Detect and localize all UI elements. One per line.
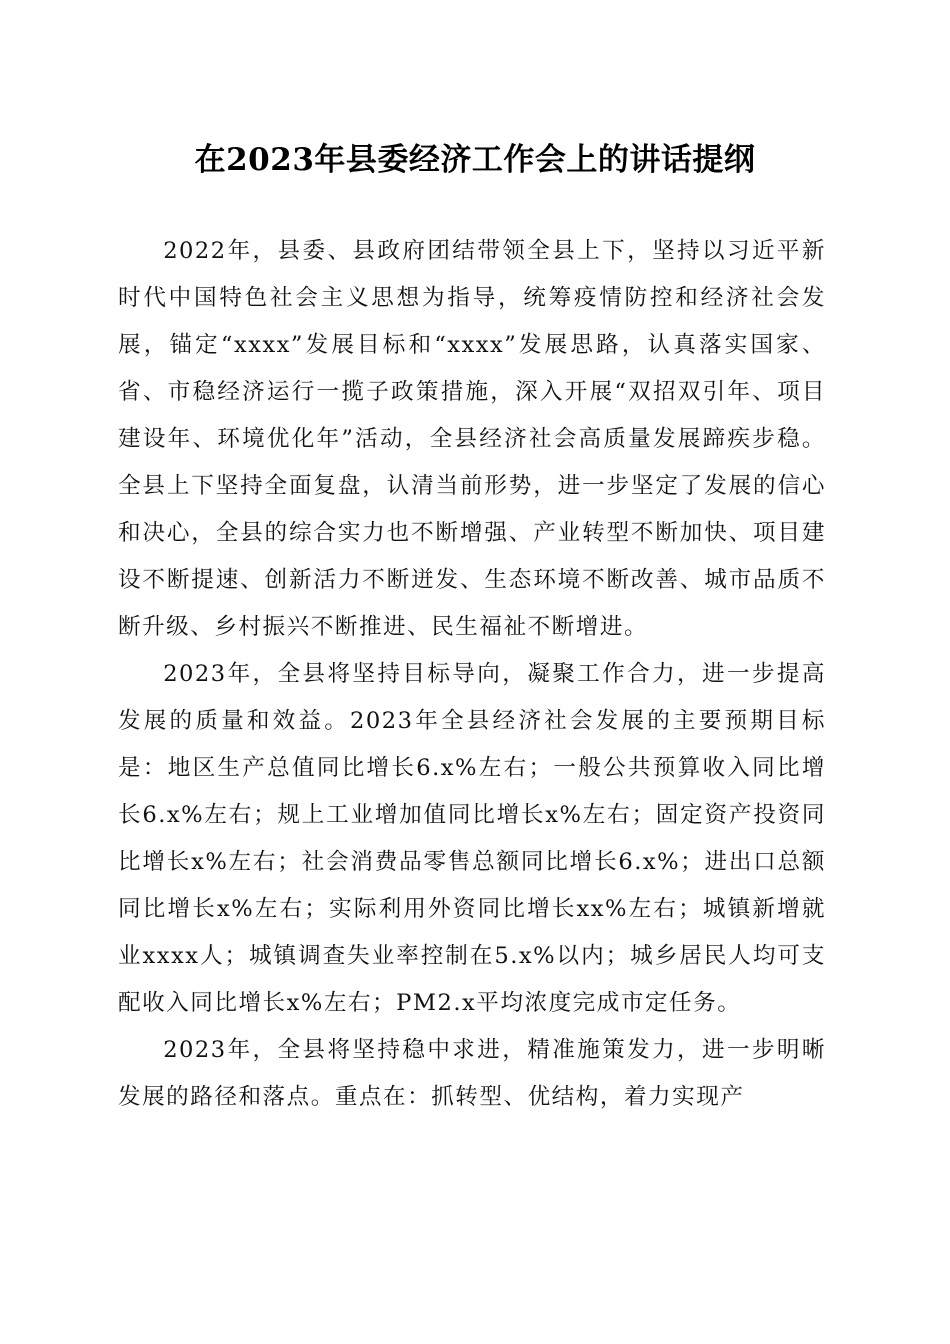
document-title: 在2023年县委经济工作会上的讲话提纲 [194, 142, 756, 178]
paragraph-2: 2023年，全县将坚持目标导向，凝聚工作合力，进一步提高发展的质量和效益。2023年全县经济社会发展的主要预期目标是：地区生产总值同比增长6.x%左右；一般公共预算收入同比增长6.x%左右；规上工业增加值同比增长x%左右；固定资产投资同比增长x%左右；社会消费品零售总额同比增长6.x%；进出口总额同比增长x%左右；实际利用外资同比增长xx%左右；城镇新增就业xxxx人；城镇调查失业率控制在5.x%以内；城乡居民人均可支配收入同比增长x%左右；PM2.x平均浓度完成市定任务。 [118, 661, 826, 1016]
paragraph-1: 2022年，县委、县政府团结带领全县上下，坚持以习近平新时代中国特色社会主义思想为指导，统筹疫情防控和经济社会发展，锚定“xxxx”发展目标和“xxxx”发展思路，认真落实国家、省、市稳经济运行一揽子政策措施，深入开展“双招双引年、项目建设年、环境优化年”活动，全县经济社会高质量发展蹄疾步稳。全县上下坚持全面复盘，认清当前形势，进一步坚定了发展的信心和决心，全县的综合实力也不断增强、产业转型不断加快、项目建设不断提速、创新活力不断迸发、生态环境不断改善、城市品质不断升级、乡村振兴不断推进、民生福祉不断增进。 [118, 238, 826, 640]
document-body [118, 228, 826, 1121]
paragraph-3: 2023年，全县将坚持稳中求进，精准施策发力，进一步明晰发展的路径和落点。重点在：抓转型、优结构，着力实现产 [118, 1037, 826, 1110]
